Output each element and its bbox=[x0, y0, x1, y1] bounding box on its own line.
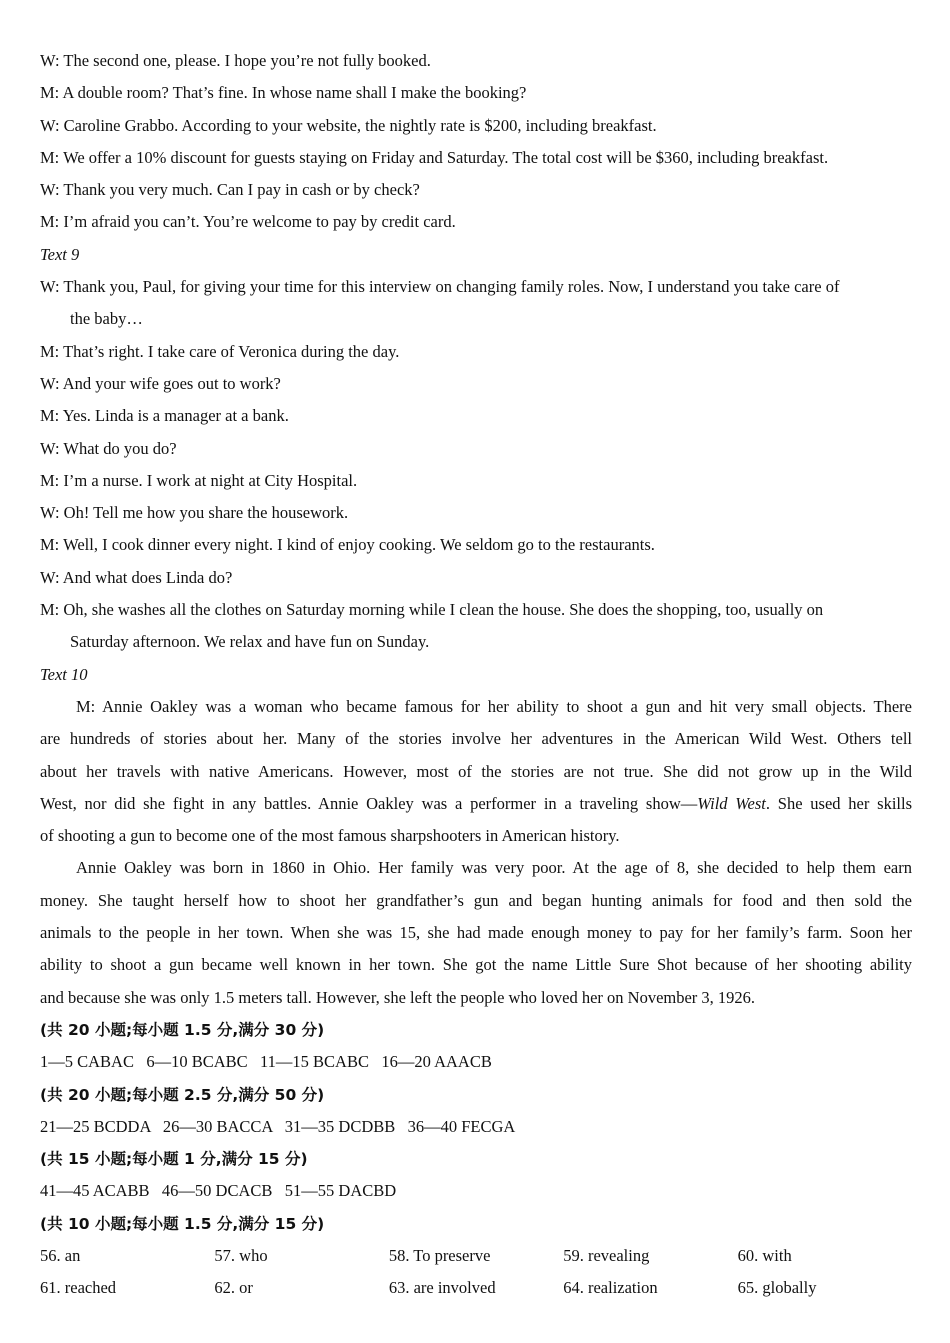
dialogue-line: M: I’m afraid you can’t. You’re welcome to pay by credit card. bbox=[40, 212, 456, 232]
paragraph-line: animals to the people in her town. When she was 15, she had made enough money to pay for her family’s farm. Soon her bbox=[40, 923, 912, 943]
text10-section bbox=[40, 659, 912, 1014]
dialogue-line: W: Oh! Tell me how you share the housework. bbox=[40, 503, 349, 523]
paragraph-line: Annie Oakley was born in 1860 in Ohio. Her family was very poor. At the age of 8, she decided to help them earn bbox=[76, 858, 912, 878]
answer-item: 57. who bbox=[214, 1245, 268, 1265]
paragraph-line: ability to shoot a gun became well known in her town. She got the name Little Sure Shot because of her shooting ability bbox=[40, 955, 912, 975]
section-heading: (共 20 小题;每小题 1.5 分,满分 30 分) bbox=[40, 1020, 325, 1039]
answer-item: 60. with bbox=[737, 1245, 792, 1265]
dialogue-line: W: Thank you, Paul, for giving your time for this interview on changing family roles. Now, I understand you take care of bbox=[40, 277, 840, 297]
answer-key bbox=[40, 1014, 912, 1305]
dialogue-line: W: Thank you very much. Can I pay in cash or by check? bbox=[40, 180, 420, 200]
dialogue-line: M: That’s right. I take care of Veronica during the day. bbox=[40, 341, 400, 361]
dialogue-line: M: I’m a nurse. I work at night at City Hospital. bbox=[40, 470, 358, 490]
section-heading: (共 20 小题;每小题 2.5 分,满分 50 分) bbox=[40, 1085, 325, 1104]
dialogue-line: M: Yes. Linda is a manager at a bank. bbox=[40, 406, 289, 426]
paragraph-segment: West, nor did she fight in any battles. Annie Oakley was a performer in a traveling show— bbox=[40, 793, 698, 813]
paragraph-line: about her travels with native Americans. However, most of the stories are not true. She did not grow up in the Wild bbox=[40, 761, 912, 781]
answer-item: 65. globally bbox=[737, 1278, 817, 1298]
answer-item: 64. realization bbox=[563, 1278, 658, 1298]
text9-heading: Text 9 bbox=[40, 244, 80, 264]
answer-item: 59. revealing bbox=[563, 1245, 650, 1265]
dialogue-line: M: We offer a 10% discount for guests staying on Friday and Saturday. The total cost will be $360, including breakfast. bbox=[40, 147, 829, 167]
dialogue-line: M: Well, I cook dinner every night. I kind of enjoy cooking. We seldom go to the restaurants. bbox=[40, 535, 655, 555]
answer-item: 56. an bbox=[40, 1245, 81, 1265]
dialogue-line: M: Oh, she washes all the clothes on Saturday morning while I clean the house. She does the shopping, too, usually on bbox=[40, 600, 824, 620]
dialogue-line: W: And your wife goes out to work? bbox=[40, 373, 281, 393]
answer-item: 62. or bbox=[214, 1278, 253, 1298]
text9-section bbox=[40, 239, 912, 659]
answer-row bbox=[40, 1240, 912, 1272]
paragraph-line: M: Annie Oakley was a woman who became famous for her ability to shoot a gun and hit very small objects. There bbox=[76, 696, 912, 716]
dialogue-continuation bbox=[40, 45, 912, 239]
answer-page bbox=[40, 45, 912, 1305]
paragraph-line: of shooting a gun to become one of the most famous sharpshooters in American history. bbox=[40, 826, 620, 846]
paragraph-line bbox=[40, 788, 912, 820]
dialogue-line: M: A double room? That’s fine. In whose name shall I make the booking? bbox=[40, 83, 527, 103]
answer-item: 61. reached bbox=[40, 1278, 117, 1298]
paragraph-line: are hundreds of stories about her. Many of the stories involve her adventures in the American Wild West. Others tell bbox=[40, 729, 912, 749]
answer-item: 58. To preserve bbox=[388, 1245, 491, 1265]
section-heading: (共 10 小题;每小题 1.5 分,满分 15 分) bbox=[40, 1214, 325, 1233]
paragraph-line: money. She taught herself how to shoot her grandfather’s gun and began hunting animals for food and then sold the bbox=[40, 890, 912, 910]
show-title: Wild West bbox=[697, 793, 766, 813]
dialogue-line-continued: the baby… bbox=[70, 309, 143, 329]
dialogue-line-continued: Saturday afternoon. We relax and have fun on Sunday. bbox=[70, 632, 430, 652]
text10-heading: Text 10 bbox=[40, 664, 88, 684]
answer-item: 63. are involved bbox=[388, 1278, 496, 1298]
dialogue-line: W: And what does Linda do? bbox=[40, 567, 233, 587]
answer-row bbox=[40, 1272, 912, 1304]
dialogue-line: W: The second one, please. I hope you’re not fully booked. bbox=[40, 51, 431, 70]
paragraph-segment: . She used her skills bbox=[765, 793, 912, 813]
answer-line: 41—45 ACABB 46—50 DCACB 51—55 DACBD bbox=[40, 1181, 397, 1201]
section-heading: (共 15 小题;每小题 1 分,满分 15 分) bbox=[40, 1150, 308, 1169]
answer-line: 21—25 BCDDA 26—30 BACCA 31—35 DCDBB 36—40 FECGA bbox=[40, 1116, 516, 1136]
paragraph-line: and because she was only 1.5 meters tall. However, she left the people who loved her on November 3, 1926. bbox=[40, 987, 756, 1007]
dialogue-line: W: Caroline Grabbo. According to your website, the nightly rate is $200, including breakfast. bbox=[40, 115, 657, 135]
dialogue-line: W: What do you do? bbox=[40, 438, 177, 458]
answer-line: 1—5 CABAC 6—10 BCABC 11—15 BCABC 16—20 AAACB bbox=[40, 1052, 492, 1072]
